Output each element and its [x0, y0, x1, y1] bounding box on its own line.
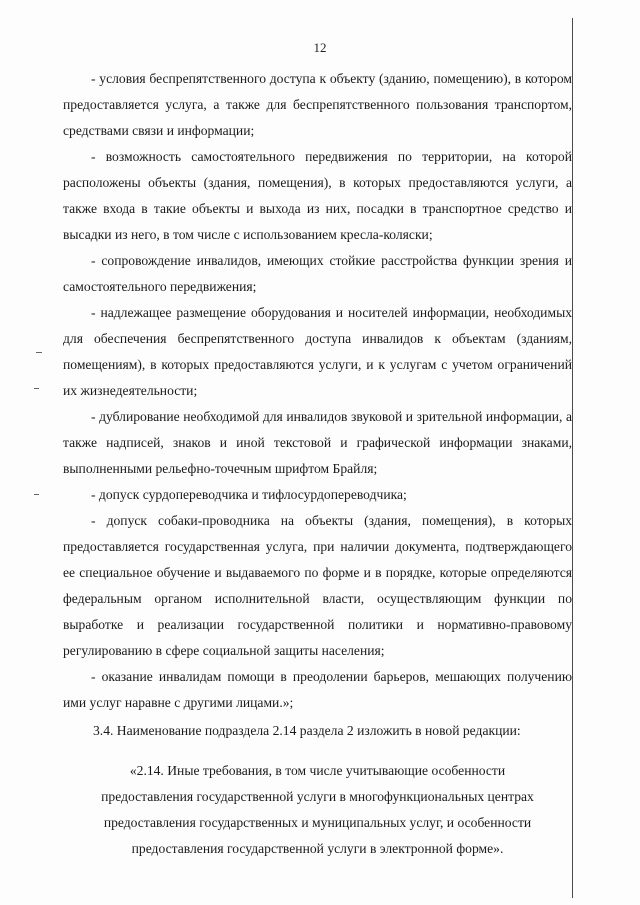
page-number: 12 — [313, 40, 327, 55]
heading-line: предоставления государственной услуги в электронной форме». — [131, 841, 504, 856]
list-item: - дублирование необходимой для инвалидов звуковой и зрительной информации, а также надписей, знаков и иной текстовой и графической информации знаками, выполненными рельефно-точечным шрифтом Брайля; — [63, 409, 572, 476]
list-item: - допуск сурдопереводчика и тифлосурдопереводчика; — [91, 487, 407, 502]
scan-artifact-mark — [34, 388, 39, 389]
list-item: - допуск собаки-проводника на объекты (здания, помещения), в которых предоставляется государственная услуга, при наличии документа, подтверждающего ее специальное обучение и выдаваемого по форме и в порядке, которые определяются федеральным органом исполнительной власти, осуществляющим функции по выработке и реализации государственной политики и нормативно-правовому регулированию в сфере социальной защиты населения; — [63, 513, 572, 658]
quoted-subsection-heading — [63, 758, 572, 862]
scan-artifact-mark — [34, 494, 39, 495]
scan-edge-line — [572, 18, 573, 898]
list-item: - возможность самостоятельного передвижения по территории, на которой расположены объекты (здания, помещения), в которых предоставляются услуги, а также входа в такие объекты и выхода из них, посадки в транспортное средство и высадки из него, в том числе с использованием кресла-коляски; — [63, 149, 572, 242]
list-item: - сопровождение инвалидов, имеющих стойкие расстройства функции зрения и самостоятельного передвижения; — [63, 253, 572, 294]
list-item: - условия беспрепятственного доступа к объекту (зданию, помещению), в котором предоставляется услуга, а также для беспрепятственного пользования транспортом, средствами связи и информации; — [63, 71, 572, 138]
heading-line: предоставления государственной услуги в многофункциональных центрах — [101, 789, 534, 804]
scan-artifact-mark — [36, 352, 42, 353]
body-text — [63, 66, 572, 744]
section-instruction: 3.4. Наименование подраздела 2.14 раздела 2 изложить в новой редакции: — [93, 723, 521, 738]
heading-line: «2.14. Иные требования, в том числе учитывающие особенности — [129, 763, 506, 778]
list-item: - оказание инвалидам помощи в преодолении барьеров, мешающих получению ими услуг наравне с другими лицами.»; — [63, 669, 572, 710]
heading-line: предоставления государственных и муниципальных услуг, и особенности — [103, 815, 532, 830]
list-item: - надлежащее размещение оборудования и носителей информации, необходимых для обеспечения беспрепятственного доступа инвалидов к объектам (зданиям, помещениям), в которых предоставляются услуги, и к услугам с учетом ограничений их жизнедеятельности; — [63, 305, 572, 398]
